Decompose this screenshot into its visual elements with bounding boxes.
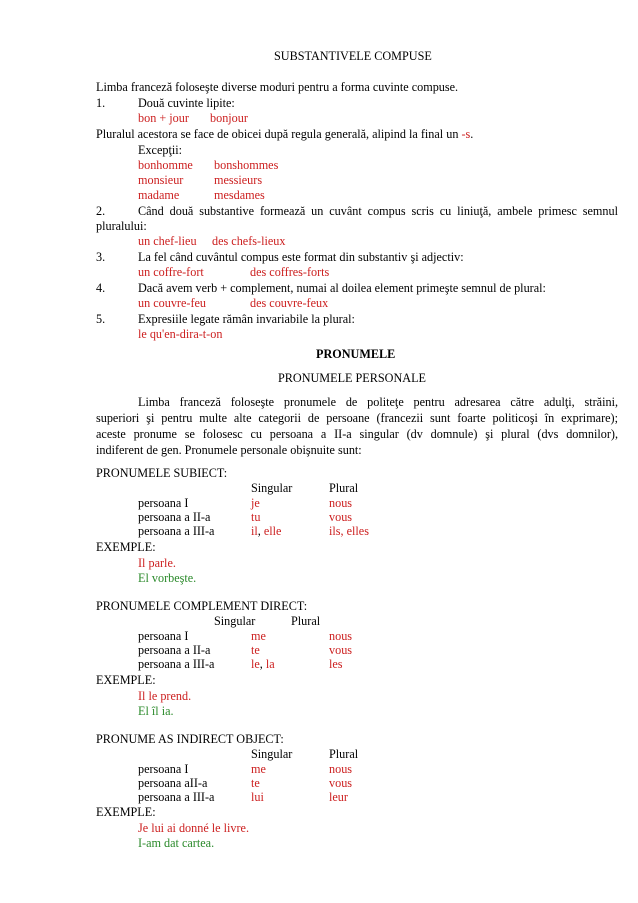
example-french: Il parle. bbox=[138, 556, 176, 570]
exception-singular: madame bbox=[138, 188, 180, 202]
example-romanian: El îl ia. bbox=[138, 704, 174, 718]
pronoun-singular: lui bbox=[251, 790, 264, 804]
indirect-heading: PRONUME AS INDIRECT OBJECT: bbox=[96, 732, 284, 746]
item-text-continued: pluralului: bbox=[96, 219, 147, 233]
pronoun-fem: elle bbox=[263, 524, 282, 538]
column-plural: Plural bbox=[291, 614, 321, 628]
pronoun-singular: te bbox=[251, 776, 260, 790]
direct-heading: PRONUMELE COMPLEMENT DIRECT: bbox=[96, 599, 308, 613]
pronoun-singular: me bbox=[251, 762, 266, 776]
example-french: bonjour bbox=[210, 111, 248, 125]
pronoun-plural: nous bbox=[329, 762, 353, 776]
example-french: des coffres-forts bbox=[250, 265, 330, 279]
person-label: persoana a II-a bbox=[138, 643, 211, 657]
item-number: 5. bbox=[96, 312, 106, 326]
examples-label: EXEMPLE: bbox=[96, 805, 156, 819]
pronoun-masc: le bbox=[251, 657, 260, 671]
paragraph-line: indiferent de gen. Pronumele personale obişnuite sunt: bbox=[96, 443, 362, 457]
pronoun-singular: tu bbox=[251, 510, 261, 524]
exception-singular: monsieur bbox=[138, 173, 184, 187]
person-label: persoana a III-a bbox=[138, 790, 215, 804]
pronouns-subtitle: PRONUMELE PERSONALE bbox=[278, 371, 426, 385]
item-number: 3. bbox=[96, 250, 106, 264]
pronoun-singular: me bbox=[251, 629, 266, 643]
pronoun-masc: il bbox=[251, 524, 258, 538]
column-singular: Singular bbox=[214, 614, 256, 628]
column-plural: Plural bbox=[329, 747, 359, 761]
example-french: des couvre-feux bbox=[250, 296, 329, 310]
item-text: Două cuvinte lipite: bbox=[138, 96, 235, 110]
intro-text: Limba franceză foloseşte diverse moduri pentru a forma cuvinte compuse. bbox=[96, 80, 459, 94]
paragraph-line: aceste pronume se folosesc cu persoana a II-a singular (dv domnule) şi plural (dvs domnilor), bbox=[96, 427, 618, 441]
person-label: persoana a III-a bbox=[138, 524, 215, 538]
plural-rule bbox=[96, 127, 473, 141]
person-label: persoana I bbox=[138, 762, 189, 776]
exception-plural: messieurs bbox=[214, 173, 263, 187]
pronoun-singular bbox=[251, 524, 281, 538]
example-french: bon + jour bbox=[138, 111, 189, 125]
example-french: Il le prend. bbox=[138, 689, 192, 703]
item-text: La fel când cuvântul compus este format din substantiv şi adjectiv: bbox=[138, 250, 464, 264]
examples-label: EXEMPLE: bbox=[96, 540, 156, 554]
column-plural: Plural bbox=[329, 481, 359, 495]
pronoun-fem: la bbox=[265, 657, 275, 671]
pronoun-singular: je bbox=[251, 496, 260, 510]
item-text: Când două substantive formează un cuvânt compus scris cu liniuţă, ambele primesc semnul bbox=[138, 204, 618, 218]
separator: , bbox=[257, 524, 264, 538]
example-french: un chef-lieu bbox=[138, 234, 197, 248]
pronoun-singular: te bbox=[251, 643, 260, 657]
plural-suffix: -s bbox=[461, 127, 471, 141]
item-text: Dacă avem verb + complement, numai al doilea element primeşte semnul de plural: bbox=[138, 281, 546, 295]
column-singular: Singular bbox=[251, 747, 293, 761]
plural-rule-text: Pluralul acestora se face de obicei după regula generală, alipind la final un bbox=[96, 127, 462, 141]
example-french: un couvre-feu bbox=[138, 296, 207, 310]
separator: , bbox=[259, 657, 266, 671]
pronoun-plural: les bbox=[329, 657, 343, 671]
pronoun-plural: vous bbox=[329, 776, 353, 790]
section-title: SUBSTANTIVELE COMPUSE bbox=[274, 49, 432, 63]
pronoun-plural: nous bbox=[329, 629, 353, 643]
person-label: persoana a III-a bbox=[138, 657, 215, 671]
pronoun-plural: vous bbox=[329, 643, 353, 657]
person-label: persoana a II-a bbox=[138, 510, 211, 524]
example-romanian: El vorbeşte. bbox=[138, 571, 197, 585]
subject-heading: PRONUMELE SUBIECT: bbox=[96, 466, 228, 480]
example-french: le qu'en-dira-t-on bbox=[138, 327, 223, 341]
person-label: persoana I bbox=[138, 629, 189, 643]
paragraph-line: superiori şi pentru multe alte categorii de persoane (francezii sunt foarte politicoşi în exprimare); bbox=[96, 411, 618, 425]
exceptions-label: Excepţii: bbox=[138, 143, 182, 157]
example-french: des chefs-lieux bbox=[212, 234, 286, 248]
pronoun-plural: nous bbox=[329, 496, 353, 510]
plural-rule-end: . bbox=[470, 127, 474, 141]
pronoun-plural: ils, elles bbox=[329, 524, 369, 538]
pronoun-plural: leur bbox=[329, 790, 348, 804]
exception-plural: mesdames bbox=[214, 188, 265, 202]
paragraph-line: Limba franceză foloseşte pronumele de politeţe pentru adresarea către adulţi, străini, bbox=[138, 395, 618, 409]
example-french: Je lui ai donné le livre. bbox=[138, 821, 250, 835]
pronoun-singular bbox=[251, 657, 275, 671]
item-number: 4. bbox=[96, 281, 106, 295]
exception-singular: bonhomme bbox=[138, 158, 193, 172]
person-label: persoana I bbox=[138, 496, 189, 510]
column-singular: Singular bbox=[251, 481, 293, 495]
person-label: persoana aII-a bbox=[138, 776, 208, 790]
exception-plural: bonshommes bbox=[214, 158, 279, 172]
pronoun-plural: vous bbox=[329, 510, 353, 524]
examples-label: EXEMPLE: bbox=[96, 673, 156, 687]
example-french: un coffre-fort bbox=[138, 265, 204, 279]
item-number: 2. bbox=[96, 204, 106, 218]
example-romanian: I-am dat cartea. bbox=[138, 836, 215, 850]
item-number: 1. bbox=[96, 96, 106, 110]
item-text: Expresiile legate rămân invariabile la plural: bbox=[138, 312, 355, 326]
pronouns-title: PRONUMELE bbox=[316, 347, 396, 361]
